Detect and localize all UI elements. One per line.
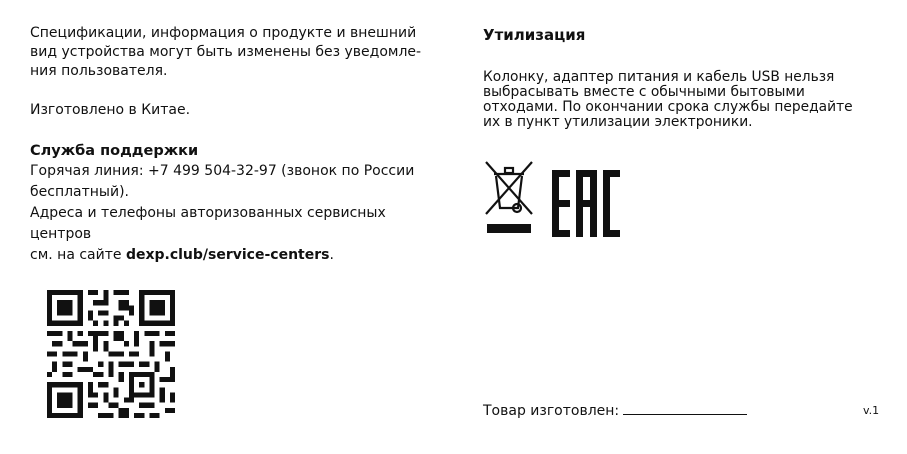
disposal-line-3: отходами. По окончании срока службы передайте [483,99,853,115]
qr-code-icon [47,290,175,418]
spec-line-1: Спецификации, информация о продукте и внешний [30,25,417,41]
service-centers-link[interactable]: dexp.club/service-centers [125,247,330,263]
addresses-prefix: см. на сайте [30,247,126,263]
made-by-label: Товар изготовлен: [483,403,620,419]
addresses-suffix: . [329,247,334,263]
disposal-title: Утилизация [483,26,586,44]
crossed-out-bin-icon [482,158,536,238]
hotline-line-2: бесплатный). [30,184,129,200]
version-label: v.1 [863,404,880,417]
hotline [30,161,430,266]
made-by-field [483,401,747,419]
made-by-blank-line [623,401,747,415]
disposal-line-1: Колонку, адаптер питания и кабель USB нельзя [483,69,835,85]
disposal-line-2: выбрасывать вместе с обычными бытовыми [483,84,805,100]
support-title: Служба поддержки [30,143,199,159]
eac-mark-icon [552,170,620,237]
spec-notice [30,24,430,81]
disposal-line-4: их в пункт утилизации электроники. [483,114,753,130]
hotline-line-1: Горячая линия: +7 499 504-32-97 (звонок по России [30,163,415,179]
disposal-text [483,70,880,130]
addresses-line-1: Адреса и телефоны авторизованных сервисных центров [30,205,386,242]
right-column [483,26,880,130]
spec-line-3: ния пользователя. [30,63,168,79]
left-column [30,24,430,266]
made-in: Изготовлено в Китае. [30,102,191,118]
spec-line-2: вид устройства могут быть изменены без уведомле- [30,44,422,60]
